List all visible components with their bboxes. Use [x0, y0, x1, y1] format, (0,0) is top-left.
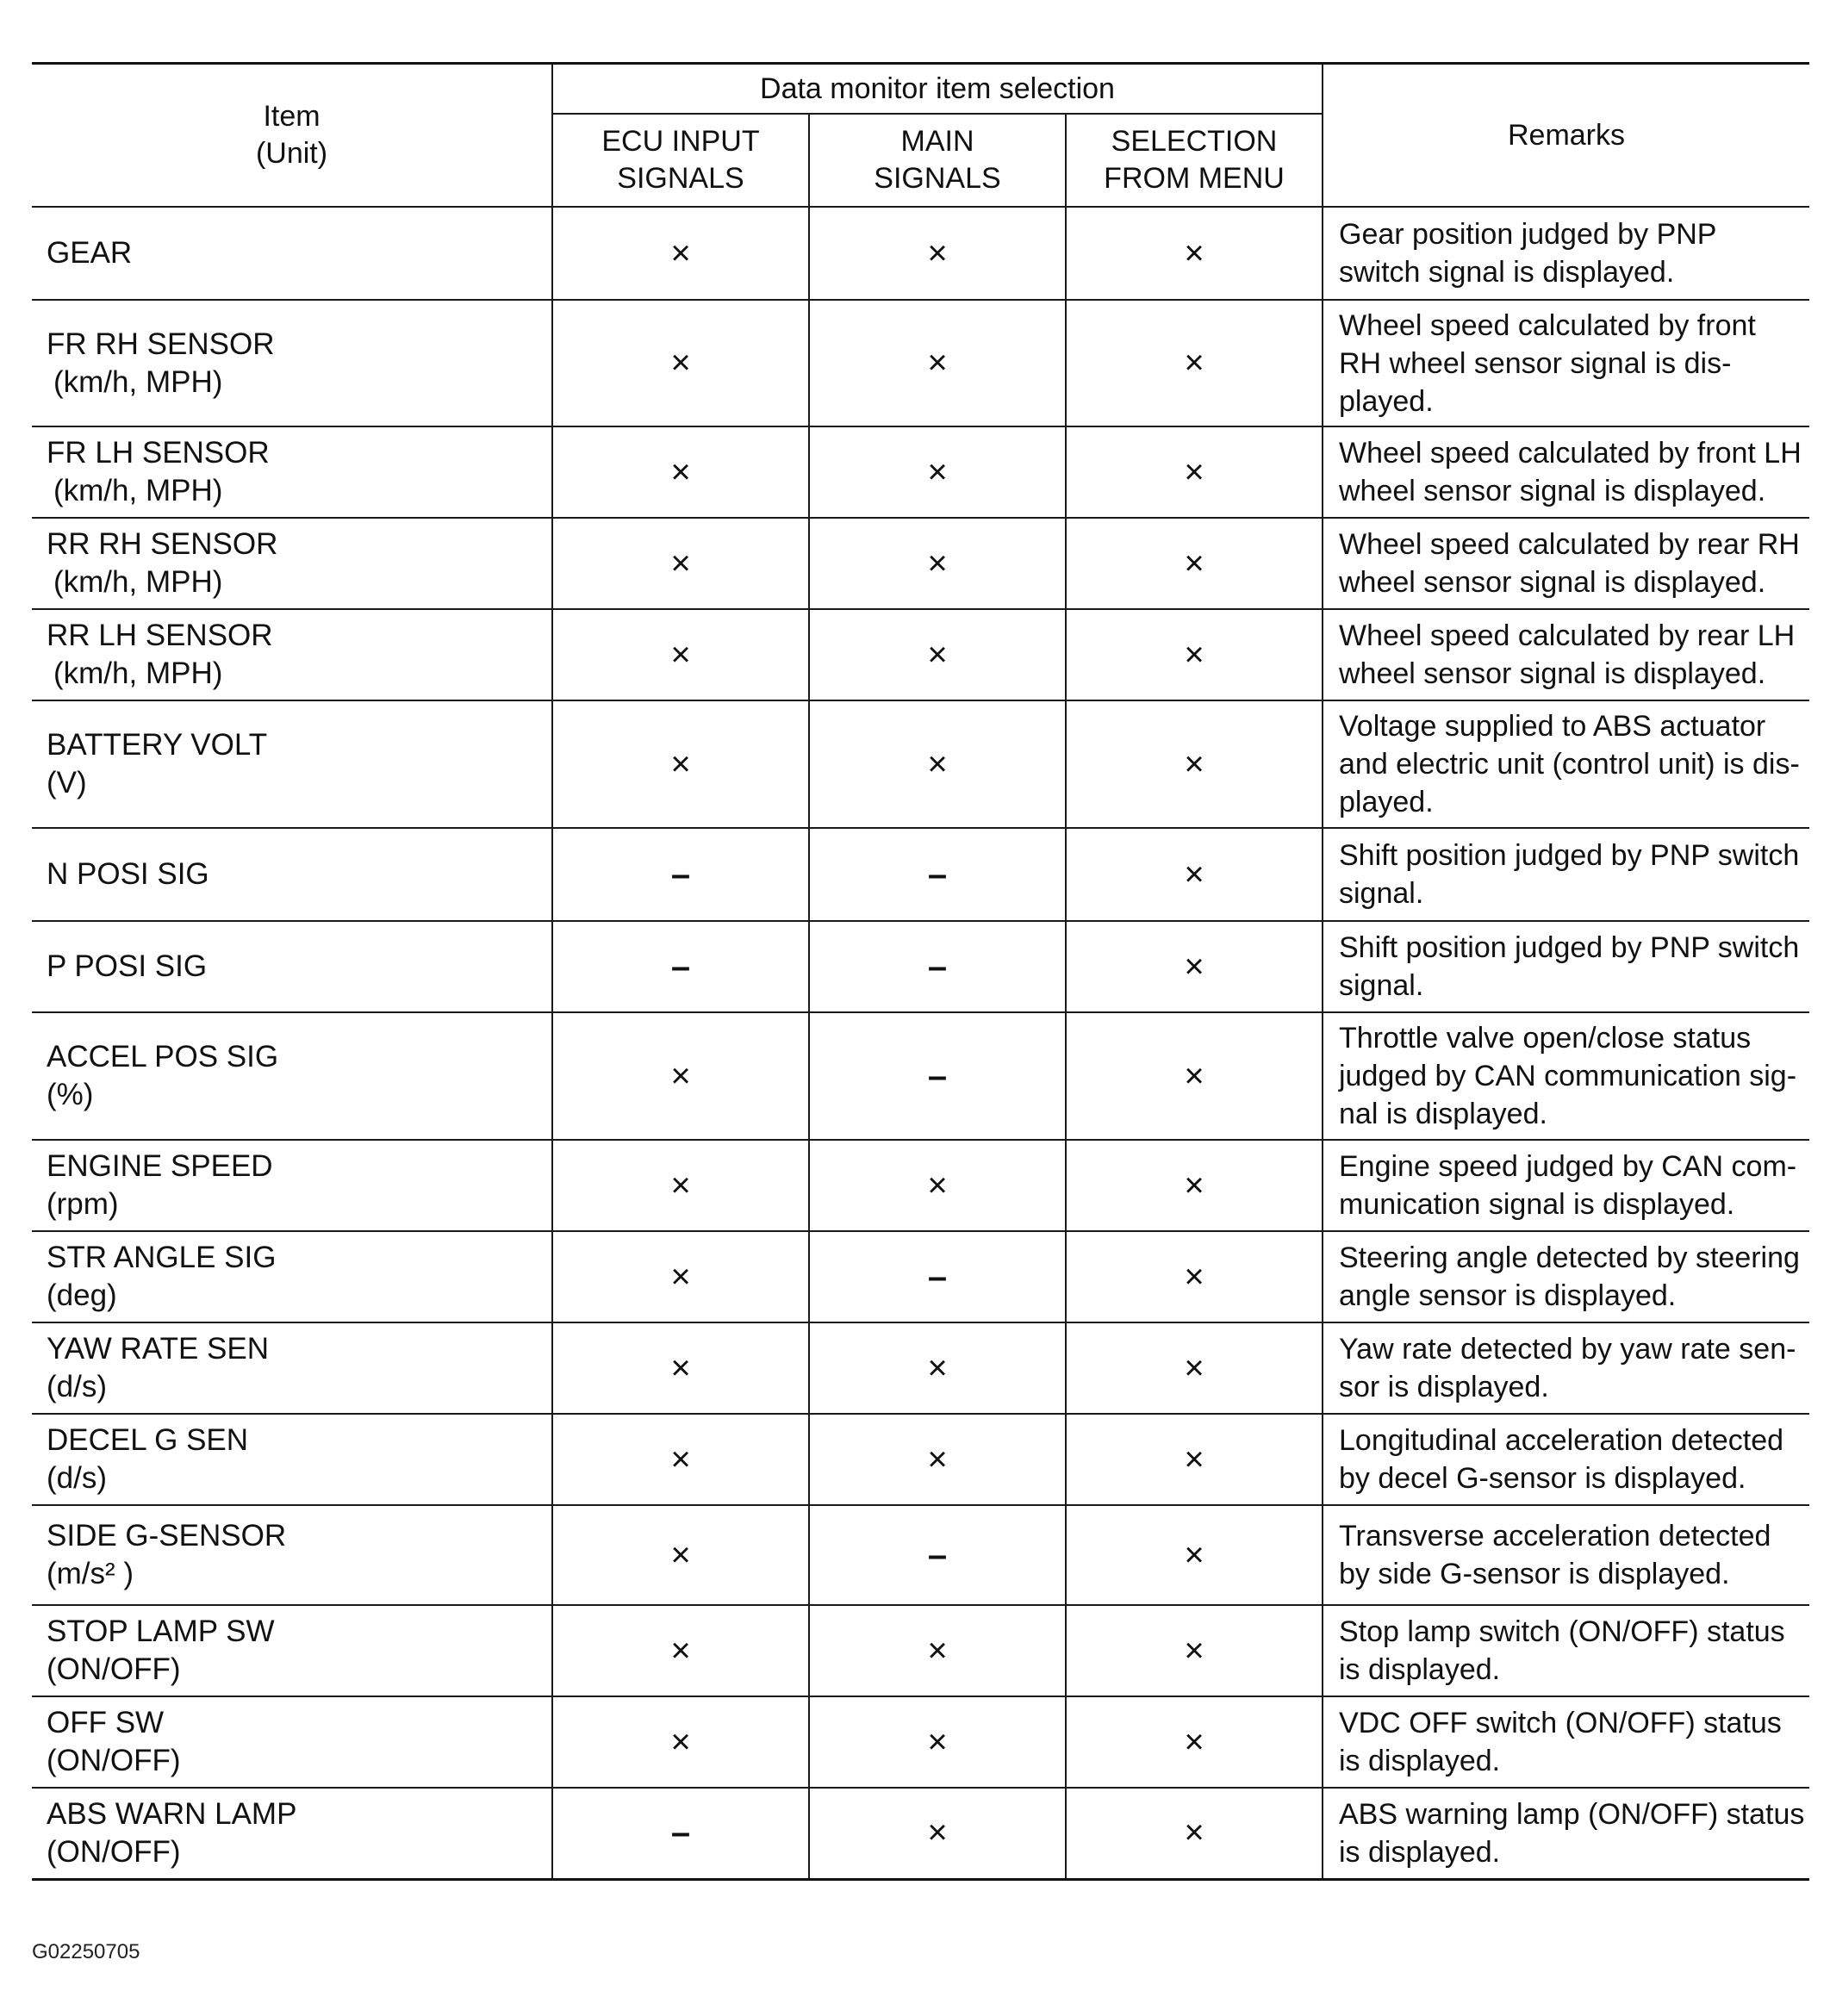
item-unit: (ON/OFF) [47, 1744, 181, 1777]
cross-mark: × [927, 1440, 948, 1478]
remark-cell [1323, 518, 1809, 609]
item-name: ENGINE SPEED [47, 1149, 273, 1183]
remark-line: angle sensor is displayed. [1339, 1279, 1677, 1312]
dash-mark: – [927, 855, 948, 893]
main-mark-cell [809, 207, 1066, 300]
item-cell [32, 207, 552, 300]
remark-cell [1323, 1505, 1809, 1605]
sel-mark-cell [1066, 426, 1323, 518]
item-unit: (km/h, MPH) [53, 656, 223, 690]
item-unit: (rpm) [47, 1187, 119, 1221]
data-monitor-table [32, 62, 1809, 1881]
item-name: RR RH SENSOR [47, 527, 278, 561]
item-cell [32, 1231, 552, 1322]
cross-mark: × [1184, 1440, 1204, 1478]
remark-line: switch signal is displayed. [1339, 256, 1675, 289]
remark-line: signal. [1339, 877, 1424, 910]
cross-mark: × [1184, 452, 1204, 491]
dash-mark: – [927, 1535, 948, 1574]
cross-mark: × [1184, 1722, 1204, 1761]
ecu-mark-cell [552, 1414, 809, 1505]
item-unit: (d/s) [47, 1461, 107, 1495]
remark-cell [1323, 300, 1809, 426]
remark-line: by decel G-sensor is displayed. [1339, 1462, 1746, 1495]
dash-mark: – [927, 947, 948, 986]
item-name: ACCEL POS SIG [47, 1040, 279, 1073]
dash-mark: – [670, 947, 691, 986]
item-unit: (%) [47, 1078, 94, 1111]
item-unit: (deg) [47, 1279, 117, 1312]
cross-mark: × [1184, 855, 1204, 893]
remark-line: Stop lamp switch (ON/OFF) status [1339, 1615, 1785, 1648]
header-sel-line-2: FROM MENU [1104, 162, 1285, 195]
main-mark-cell [809, 426, 1066, 518]
header-selection-from-menu [1066, 114, 1323, 207]
ecu-mark-cell [552, 1012, 809, 1140]
item-name: N POSI SIG [47, 857, 209, 891]
item-unit: (km/h, MPH) [53, 364, 223, 399]
header-main-signals [809, 114, 1066, 207]
item-name: BATTERY VOLT [47, 728, 268, 762]
remark-line: Gear position judged by PNP [1339, 218, 1717, 251]
figure-code: G02250705 [32, 1940, 140, 1963]
item-name: FR RH SENSOR [47, 327, 275, 361]
ecu-mark-cell [552, 1788, 809, 1879]
cross-mark: × [670, 744, 691, 783]
remark-cell [1323, 700, 1809, 828]
item-name: STR ANGLE SIG [47, 1241, 277, 1274]
remark-cell [1323, 1414, 1809, 1505]
remark-line: Wheel speed calculated by front LH [1339, 437, 1802, 470]
remark-line: Voltage supplied to ABS actuator [1339, 710, 1766, 743]
item-cell [32, 1322, 552, 1414]
cross-mark: × [1184, 635, 1204, 674]
cross-mark: × [1184, 1056, 1204, 1095]
cross-mark: × [927, 1348, 948, 1387]
cross-mark: × [1184, 947, 1204, 986]
remark-line: played. [1339, 786, 1434, 818]
remark-cell [1323, 1788, 1809, 1879]
dash-mark: – [927, 1257, 948, 1296]
item-unit: (V) [47, 766, 87, 800]
main-mark-cell [809, 300, 1066, 426]
cross-mark: × [927, 544, 948, 582]
remark-line: nal is displayed. [1339, 1098, 1547, 1130]
cross-mark: × [1184, 1814, 1204, 1852]
remark-line: Yaw rate detected by yaw rate sen- [1339, 1333, 1796, 1366]
item-unit: (km/h, MPH) [53, 474, 223, 507]
main-mark-cell [809, 1696, 1066, 1788]
sel-mark-cell [1066, 1231, 1323, 1322]
item-cell [32, 700, 552, 828]
item-cell [32, 1788, 552, 1879]
remark-line: Transverse acceleration detected [1339, 1520, 1771, 1552]
table-body [32, 207, 1809, 1879]
table-row [32, 1505, 1809, 1605]
header-unit-label: (Unit) [255, 137, 328, 170]
item-unit: (d/s) [47, 1370, 107, 1403]
dash-mark: – [670, 855, 691, 893]
cross-mark: × [670, 635, 691, 674]
item-cell [32, 1140, 552, 1231]
ecu-mark-cell [552, 1696, 809, 1788]
ecu-mark-cell [552, 300, 809, 426]
cross-mark: × [1184, 233, 1204, 272]
table-row [32, 1322, 1809, 1414]
item-cell [32, 828, 552, 921]
sel-mark-cell [1066, 207, 1323, 300]
main-mark-cell [809, 1140, 1066, 1231]
cross-mark: × [670, 233, 691, 272]
main-mark-cell [809, 1231, 1066, 1322]
remark-cell [1323, 1605, 1809, 1696]
item-name: RR LH SENSOR [47, 619, 273, 652]
item-unit: (m/s² ) [47, 1557, 134, 1590]
cross-mark: × [927, 233, 948, 272]
sel-mark-cell [1066, 1505, 1323, 1605]
remark-line: signal. [1339, 969, 1424, 1002]
item-name: STOP LAMP SW [47, 1615, 275, 1648]
cross-mark: × [927, 635, 948, 674]
sel-mark-cell [1066, 1012, 1323, 1140]
cross-mark: × [670, 1631, 691, 1670]
sel-mark-cell [1066, 1322, 1323, 1414]
item-cell [32, 609, 552, 700]
remark-line: wheel sensor signal is displayed. [1339, 657, 1766, 690]
sel-mark-cell [1066, 300, 1323, 426]
sel-mark-cell [1066, 609, 1323, 700]
main-mark-cell [809, 518, 1066, 609]
header-main-line-2: SIGNALS [874, 162, 1001, 195]
item-unit: (ON/OFF) [47, 1652, 181, 1686]
cross-mark: × [927, 344, 948, 382]
remark-line: VDC OFF switch (ON/OFF) status [1339, 1707, 1782, 1739]
item-cell [32, 1605, 552, 1696]
cross-mark: × [1184, 1631, 1204, 1670]
table-row [32, 426, 1809, 518]
ecu-mark-cell [552, 1140, 809, 1231]
remark-cell [1323, 426, 1809, 518]
table-row [32, 609, 1809, 700]
item-name: ABS WARN LAMP [47, 1796, 297, 1831]
item-cell [32, 518, 552, 609]
table-row [32, 1414, 1809, 1505]
item-name: DECEL G SEN [47, 1423, 249, 1457]
header-ecu-line-2: SIGNALS [617, 162, 744, 195]
item-name: SIDE G-SENSOR [47, 1519, 287, 1552]
remark-line: is displayed. [1339, 1835, 1501, 1869]
remark-cell [1323, 828, 1809, 921]
table-row [32, 1696, 1809, 1788]
remark-line: Shift position judged by PNP switch [1339, 931, 1800, 964]
remark-cell [1323, 1231, 1809, 1322]
cross-mark: × [927, 1631, 948, 1670]
table-row [32, 300, 1809, 426]
ecu-mark-cell [552, 921, 809, 1012]
remark-line: and electric unit (control unit) is dis- [1339, 748, 1800, 781]
sel-mark-cell [1066, 1605, 1323, 1696]
remark-line: wheel sensor signal is displayed. [1339, 475, 1766, 507]
remark-line: Throttle valve open/close status [1339, 1022, 1752, 1055]
remark-line: RH wheel sensor signal is dis- [1339, 346, 1732, 380]
item-name: OFF SW [47, 1706, 165, 1739]
table-row [32, 1012, 1809, 1140]
item-cell [32, 1505, 552, 1605]
ecu-mark-cell [552, 828, 809, 921]
item-unit: (ON/OFF) [47, 1834, 181, 1869]
header-main-line-1: MAIN [900, 125, 974, 158]
cross-mark: × [670, 1348, 691, 1387]
remark-line: Engine speed judged by CAN com- [1339, 1150, 1797, 1183]
data-monitor-table-sheet [32, 62, 1809, 1881]
cross-mark: × [670, 344, 691, 382]
main-mark-cell [809, 921, 1066, 1012]
remark-cell [1323, 207, 1809, 300]
header-remarks: Remarks [1323, 64, 1809, 208]
cross-mark: × [670, 1722, 691, 1761]
ecu-mark-cell [552, 1505, 809, 1605]
item-cell [32, 1012, 552, 1140]
sel-mark-cell [1066, 1140, 1323, 1231]
cross-mark: × [1184, 1535, 1204, 1574]
table-row [32, 1140, 1809, 1231]
ecu-mark-cell [552, 207, 809, 300]
item-cell [32, 426, 552, 518]
item-cell [32, 921, 552, 1012]
remark-line: is displayed. [1339, 1745, 1501, 1777]
sel-mark-cell [1066, 700, 1323, 828]
ecu-mark-cell [552, 1605, 809, 1696]
cross-mark: × [670, 1166, 691, 1204]
header-sel-line-1: SELECTION [1111, 125, 1278, 158]
item-name: GEAR [47, 236, 133, 270]
dash-mark: – [927, 1056, 948, 1095]
ecu-mark-cell [552, 518, 809, 609]
cross-mark: × [927, 1166, 948, 1204]
ecu-mark-cell [552, 700, 809, 828]
cross-mark: × [927, 1722, 948, 1761]
remark-line: sor is displayed. [1339, 1371, 1549, 1403]
main-mark-cell [809, 700, 1066, 828]
header-item [32, 64, 552, 208]
main-mark-cell [809, 609, 1066, 700]
remark-line: munication signal is displayed. [1339, 1188, 1735, 1221]
table-row [32, 700, 1809, 828]
table-row [32, 1788, 1809, 1879]
dash-mark: – [670, 1814, 691, 1852]
table-row [32, 1231, 1809, 1322]
header-ecu-input-signals [552, 114, 809, 207]
sel-mark-cell [1066, 518, 1323, 609]
cross-mark: × [927, 744, 948, 783]
remark-cell [1323, 1696, 1809, 1788]
sel-mark-cell [1066, 921, 1323, 1012]
item-name: P POSI SIG [47, 949, 208, 983]
remark-line: Wheel speed calculated by rear LH [1339, 619, 1796, 652]
sel-mark-cell [1066, 1696, 1323, 1788]
sel-mark-cell [1066, 828, 1323, 921]
cross-mark: × [670, 1056, 691, 1095]
table-row [32, 921, 1809, 1012]
item-unit: (km/h, MPH) [53, 565, 223, 599]
item-cell [32, 1414, 552, 1505]
remark-line: ABS warning lamp (ON/OFF) status [1339, 1797, 1805, 1831]
table-row [32, 828, 1809, 921]
main-mark-cell [809, 1788, 1066, 1879]
main-mark-cell [809, 1414, 1066, 1505]
main-mark-cell [809, 1012, 1066, 1140]
remark-cell [1323, 1140, 1809, 1231]
header-ecu-line-1: ECU INPUT [601, 125, 760, 158]
cross-mark: × [670, 1257, 691, 1296]
item-name: YAW RATE SEN [47, 1332, 269, 1366]
cross-mark: × [670, 452, 691, 491]
main-mark-cell [809, 828, 1066, 921]
cross-mark: × [670, 1535, 691, 1574]
item-cell [32, 300, 552, 426]
remark-cell [1323, 921, 1809, 1012]
table-row [32, 518, 1809, 609]
item-cell [32, 1696, 552, 1788]
cross-mark: × [927, 1814, 948, 1852]
main-mark-cell [809, 1322, 1066, 1414]
cross-mark: × [1184, 544, 1204, 582]
sel-mark-cell [1066, 1414, 1323, 1505]
cross-mark: × [927, 452, 948, 491]
cross-mark: × [1184, 1166, 1204, 1204]
main-mark-cell [809, 1505, 1066, 1605]
sel-mark-cell [1066, 1788, 1323, 1879]
item-name: FR LH SENSOR [47, 436, 270, 470]
remark-line: Steering angle detected by steering [1339, 1241, 1800, 1274]
cross-mark: × [1184, 744, 1204, 783]
cross-mark: × [1184, 1348, 1204, 1387]
cross-mark: × [670, 544, 691, 582]
remark-line: Wheel speed calculated by front [1339, 308, 1756, 342]
cross-mark: × [1184, 344, 1204, 382]
header-item-label: Item [263, 100, 321, 133]
remark-line: wheel sensor signal is displayed. [1339, 566, 1766, 599]
remark-line: Longitudinal acceleration detected [1339, 1424, 1784, 1457]
remark-cell [1323, 1322, 1809, 1414]
table-row [32, 1605, 1809, 1696]
remark-line: Wheel speed calculated by rear RH [1339, 528, 1800, 561]
cross-mark: × [670, 1440, 691, 1478]
header-data-monitor-group: Data monitor item selection [552, 64, 1323, 115]
remark-line: judged by CAN communication sig- [1339, 1060, 1797, 1092]
ecu-mark-cell [552, 1231, 809, 1322]
main-mark-cell [809, 1605, 1066, 1696]
table-row [32, 207, 1809, 300]
cross-mark: × [1184, 1257, 1204, 1296]
remark-line: by side G-sensor is displayed. [1339, 1558, 1730, 1590]
ecu-mark-cell [552, 1322, 809, 1414]
ecu-mark-cell [552, 426, 809, 518]
remark-line: played. [1339, 384, 1434, 418]
remark-cell [1323, 609, 1809, 700]
remark-line: Shift position judged by PNP switch [1339, 839, 1800, 872]
remark-line: is displayed. [1339, 1653, 1501, 1686]
remark-cell [1323, 1012, 1809, 1140]
ecu-mark-cell [552, 609, 809, 700]
